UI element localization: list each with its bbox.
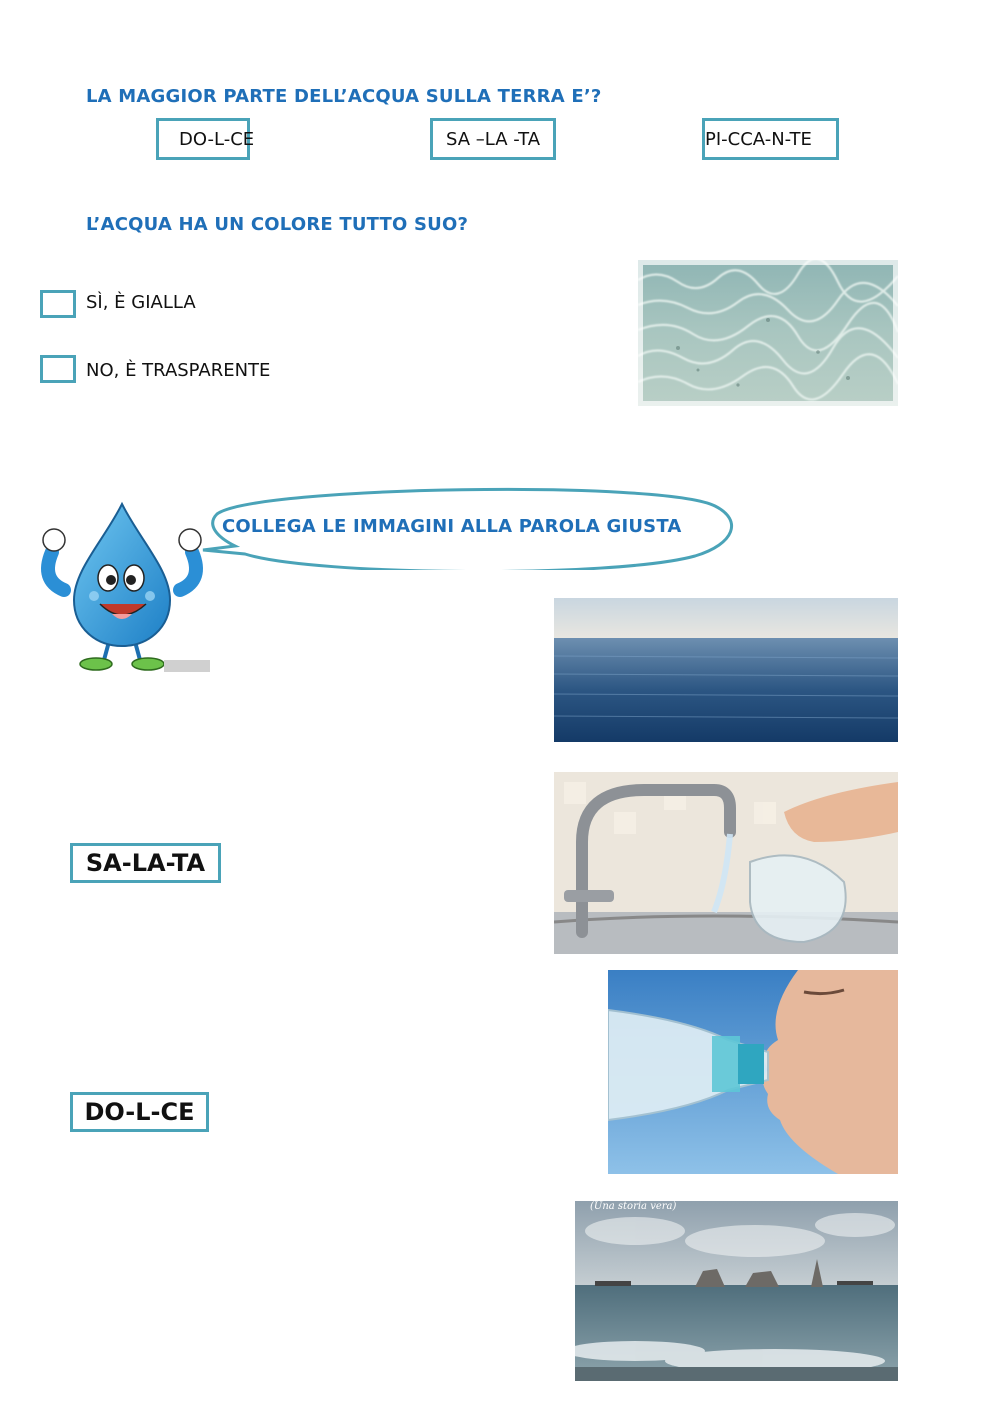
woman-drinking-photo <box>608 970 898 1174</box>
clear-water-photo <box>638 260 898 406</box>
question-1: LA MAGGIOR PARTE DELL’ACQUA SULLA TERRA E’? <box>86 86 602 107</box>
option-dolce[interactable] <box>156 118 255 160</box>
option-salata[interactable] <box>430 118 556 160</box>
matching-instruction: COLLEGA LE IMMAGINI ALLA PAROLA GIUSTA <box>222 516 682 537</box>
stormy-sea-photo <box>575 1201 898 1381</box>
open-sea-photo <box>554 598 898 742</box>
question-2: L’ACQUA HA UN COLORE TUTTO SUO? <box>86 214 469 235</box>
tap-water-photo <box>554 772 898 954</box>
water-drop-mascot-icon <box>34 500 210 676</box>
word-salata-box[interactable] <box>70 843 221 883</box>
option-salata-label: SA –LA -TA <box>445 128 541 150</box>
choice-gialla-label: SÌ, È GIALLA <box>86 292 196 313</box>
choice-trasparente-label: NO, È TRASPARENTE <box>86 360 271 381</box>
word-dolce-box[interactable] <box>70 1092 209 1132</box>
checkbox-gialla[interactable] <box>40 290 76 318</box>
storm-photo-caption: (Una storia vera) <box>590 1201 677 1212</box>
word-dolce-label: DO-L-CE <box>84 1098 195 1126</box>
word-salata-label: SA-LA-TA <box>85 849 206 877</box>
option-piccante[interactable] <box>702 118 839 160</box>
option-piccante-label: PI-CCA-N-TE <box>705 128 812 150</box>
option-dolce-label: DO-L-CE <box>179 128 255 150</box>
checkbox-trasparente[interactable] <box>40 355 76 383</box>
